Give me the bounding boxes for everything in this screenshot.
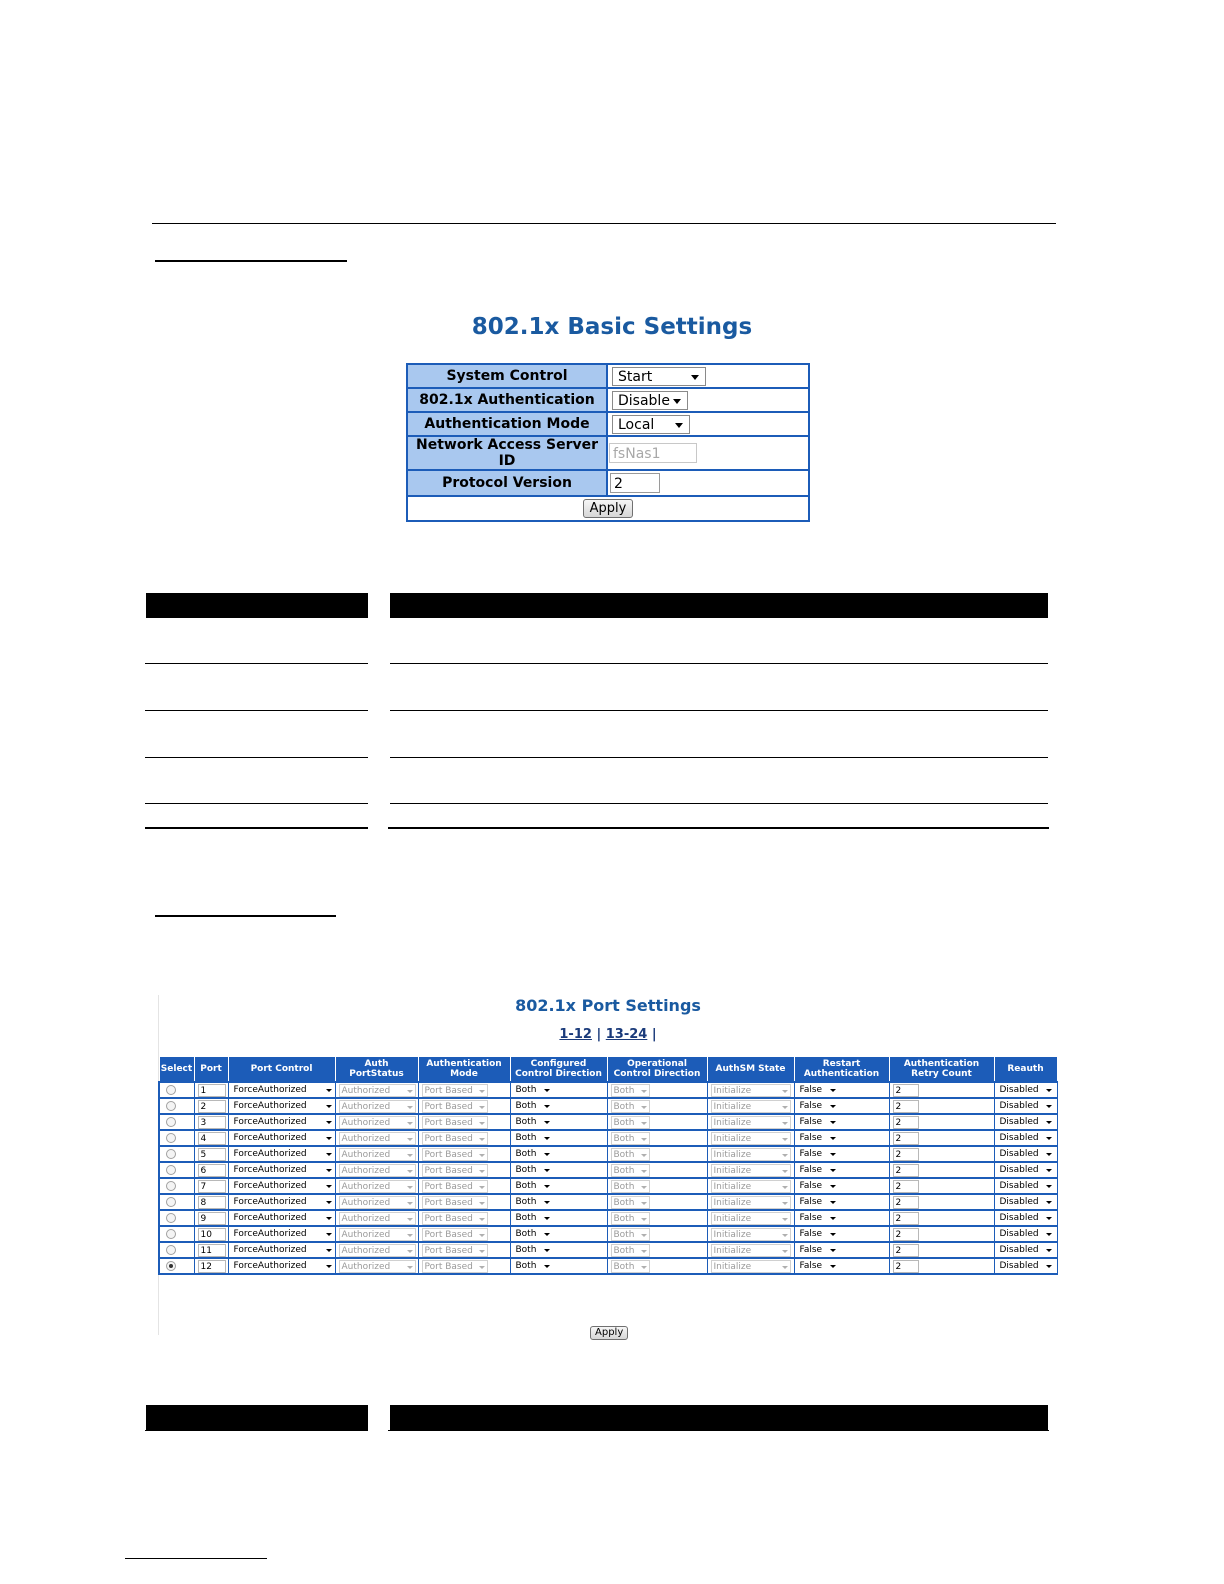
port-control-select[interactable]: ForceAuthorized	[232, 1116, 334, 1129]
footnote-rule	[125, 1558, 267, 1559]
reauth-select[interactable]: Disabled	[998, 1260, 1054, 1273]
auth-mode-select[interactable]: Port Based	[422, 1228, 488, 1241]
authentication-label: 802.1x Authentication	[407, 388, 607, 412]
chevron-down-icon	[544, 1153, 550, 1156]
authsm-state-select[interactable]: Initialize	[711, 1164, 791, 1177]
authentication-select[interactable]: Disable	[612, 391, 688, 410]
auth-status-select[interactable]: Authorized	[339, 1100, 416, 1113]
operational-direction-select[interactable]: Both	[611, 1180, 650, 1193]
port-number-field: 11	[198, 1244, 226, 1257]
chevron-down-icon	[830, 1217, 836, 1220]
chevron-down-icon	[1046, 1137, 1052, 1140]
table-row	[159, 1114, 1057, 1130]
chevron-down-icon	[1046, 1233, 1052, 1236]
chevron-down-icon	[641, 1186, 647, 1189]
col-port: Port	[194, 1057, 228, 1083]
page-link-1-12[interactable]: 1-12	[559, 1027, 592, 1042]
chevron-down-icon	[641, 1154, 647, 1157]
port-number-field: 9	[198, 1212, 226, 1225]
reauth-select[interactable]: Disabled	[998, 1100, 1054, 1113]
chevron-down-icon	[326, 1121, 332, 1124]
chevron-down-icon	[544, 1233, 550, 1236]
authsm-state-select[interactable]: Initialize	[711, 1260, 791, 1273]
param-table2-header-right	[390, 1405, 1048, 1430]
restart-auth-select[interactable]: False	[798, 1148, 838, 1161]
chevron-down-icon	[544, 1121, 550, 1124]
port-control-select[interactable]: ForceAuthorized	[232, 1084, 334, 1097]
col-operational-direction: Operational Control Direction	[607, 1057, 707, 1083]
col-configured-direction: Configured Control Direction	[510, 1057, 607, 1083]
row-select-radio[interactable]	[166, 1197, 176, 1207]
reauth-select[interactable]: Disabled	[998, 1228, 1054, 1241]
chevron-down-icon	[407, 1090, 413, 1093]
port-number-field: 5	[198, 1148, 226, 1161]
chevron-down-icon	[407, 1122, 413, 1125]
chevron-down-icon	[830, 1153, 836, 1156]
chevron-down-icon	[830, 1265, 836, 1268]
port-control-select[interactable]: ForceAuthorized	[232, 1180, 334, 1193]
chevron-down-icon	[1046, 1185, 1052, 1188]
col-authsm-state: AuthSM State	[707, 1057, 794, 1083]
restart-auth-select[interactable]: False	[798, 1100, 838, 1113]
nas-id-label: Network Access Server ID	[407, 436, 607, 470]
reauth-select[interactable]: Disabled	[998, 1244, 1054, 1257]
top-divider	[152, 223, 1056, 224]
row-select-radio[interactable]	[166, 1245, 176, 1255]
table-row	[159, 1210, 1057, 1226]
reauth-select[interactable]: Disabled	[998, 1164, 1054, 1177]
auth-mode-select[interactable]: Port Based	[422, 1148, 488, 1161]
chevron-down-icon	[326, 1265, 332, 1268]
chevron-down-icon	[407, 1202, 413, 1205]
chevron-down-icon	[782, 1186, 788, 1189]
chevron-down-icon	[544, 1201, 550, 1204]
chevron-down-icon	[641, 1170, 647, 1173]
configured-direction-select[interactable]: Both	[514, 1228, 552, 1241]
auth-mode-select[interactable]: Port Based	[422, 1180, 488, 1193]
port-control-select[interactable]: ForceAuthorized	[232, 1212, 334, 1225]
chevron-down-icon	[782, 1154, 788, 1157]
col-select: Select	[159, 1057, 194, 1083]
row-select-radio[interactable]	[166, 1085, 176, 1095]
auth-status-select[interactable]: Authorized	[339, 1116, 416, 1129]
col-restart-auth: Restart Authentication	[794, 1057, 889, 1083]
param-table2-header-left	[146, 1405, 368, 1430]
port-number-field: 2	[198, 1100, 226, 1113]
port-settings-table	[158, 1056, 1058, 1275]
row-select-radio[interactable]	[166, 1229, 176, 1239]
chevron-down-icon	[830, 1201, 836, 1204]
restart-auth-select[interactable]: False	[798, 1228, 838, 1241]
chevron-down-icon	[830, 1089, 836, 1092]
auth-mode-select[interactable]: Port Based	[422, 1164, 488, 1177]
chevron-down-icon	[479, 1218, 485, 1221]
configured-direction-select[interactable]: Both	[514, 1212, 552, 1225]
restart-auth-select[interactable]: False	[798, 1164, 838, 1177]
configured-direction-select[interactable]: Both	[514, 1196, 552, 1209]
authsm-state-select[interactable]: Initialize	[711, 1148, 791, 1161]
port-settings-title: 802.1x Port Settings	[515, 996, 701, 1015]
authsm-state-select[interactable]: Initialize	[711, 1180, 791, 1193]
authsm-state-select[interactable]: Initialize	[711, 1132, 791, 1145]
port-number-field: 10	[198, 1228, 226, 1241]
chevron-down-icon	[782, 1218, 788, 1221]
chevron-down-icon	[1046, 1217, 1052, 1220]
chevron-down-icon	[641, 1202, 647, 1205]
chevron-down-icon	[782, 1234, 788, 1237]
port-number-field: 12	[198, 1260, 226, 1273]
authsm-state-select[interactable]: Initialize	[711, 1196, 791, 1209]
chevron-down-icon	[326, 1105, 332, 1108]
col-auth-port-status: Auth PortStatus	[335, 1057, 418, 1083]
configured-direction-select[interactable]: Both	[514, 1244, 552, 1257]
auth-mode-select[interactable]: Port Based	[422, 1132, 488, 1145]
protocol-version-label: Protocol Version	[407, 470, 607, 496]
chevron-down-icon	[407, 1186, 413, 1189]
retry-count-input[interactable]: 2	[893, 1180, 919, 1193]
chevron-down-icon	[1046, 1153, 1052, 1156]
chevron-down-icon	[782, 1266, 788, 1269]
param-table-header-right	[390, 593, 1048, 618]
port-control-select[interactable]: ForceAuthorized	[232, 1148, 334, 1161]
operational-direction-select[interactable]: Both	[611, 1132, 650, 1145]
port-control-select[interactable]: ForceAuthorized	[232, 1260, 334, 1273]
port-apply-button[interactable]: Apply	[590, 1326, 628, 1340]
operational-direction-select[interactable]: Both	[611, 1164, 650, 1177]
auth-mode-select[interactable]: Port Based	[422, 1212, 488, 1225]
auth-mode-select[interactable]: Port Based	[422, 1100, 488, 1113]
table-row	[159, 1258, 1057, 1274]
auth-mode-select[interactable]: Port Based	[422, 1084, 488, 1097]
chevron-down-icon	[407, 1154, 413, 1157]
operational-direction-select[interactable]: Both	[611, 1196, 650, 1209]
authentication-mode-label: Authentication Mode	[407, 412, 607, 436]
table-row	[159, 1098, 1057, 1114]
chevron-down-icon	[479, 1202, 485, 1205]
configured-direction-select[interactable]: Both	[514, 1148, 552, 1161]
chevron-down-icon	[407, 1234, 413, 1237]
row-select-radio[interactable]	[166, 1181, 176, 1191]
chevron-down-icon	[641, 1218, 647, 1221]
retry-count-input[interactable]: 2	[893, 1132, 919, 1145]
chevron-down-icon	[479, 1170, 485, 1173]
retry-count-input[interactable]: 2	[893, 1148, 919, 1161]
restart-auth-select[interactable]: False	[798, 1244, 838, 1257]
retry-count-input[interactable]: 2	[893, 1212, 919, 1225]
col-reauth: Reauth	[994, 1057, 1057, 1083]
reauth-select[interactable]: Disabled	[998, 1116, 1054, 1129]
authsm-state-select[interactable]: Initialize	[711, 1084, 791, 1097]
chevron-down-icon	[782, 1202, 788, 1205]
configured-direction-select[interactable]: Both	[514, 1084, 552, 1097]
restart-auth-select[interactable]: False	[798, 1132, 838, 1145]
chevron-down-icon	[326, 1137, 332, 1140]
authentication-mode-select[interactable]: Local	[612, 415, 690, 434]
chevron-down-icon	[479, 1106, 485, 1109]
auth-status-select[interactable]: Authorized	[339, 1180, 416, 1193]
retry-count-input[interactable]: 2	[893, 1116, 919, 1129]
table-row	[159, 1242, 1057, 1258]
col-retry-count: Authentication Retry Count	[889, 1057, 994, 1083]
chevron-down-icon	[407, 1106, 413, 1109]
chevron-down-icon	[1046, 1201, 1052, 1204]
basic-apply-button[interactable]: Apply	[583, 499, 634, 518]
authsm-state-select[interactable]: Initialize	[711, 1244, 791, 1257]
chevron-down-icon	[326, 1201, 332, 1204]
retry-count-input[interactable]: 2	[893, 1084, 919, 1097]
operational-direction-select[interactable]: Both	[611, 1260, 650, 1273]
operational-direction-select[interactable]: Both	[611, 1244, 650, 1257]
port-control-select[interactable]: ForceAuthorized	[232, 1196, 334, 1209]
chevron-down-icon	[326, 1185, 332, 1188]
chevron-down-icon	[830, 1121, 836, 1124]
retry-count-input[interactable]: 2	[893, 1228, 919, 1241]
authsm-state-select[interactable]: Initialize	[711, 1228, 791, 1241]
configured-direction-select[interactable]: Both	[514, 1164, 552, 1177]
retry-count-input[interactable]: 2	[893, 1100, 919, 1113]
port-control-select[interactable]: ForceAuthorized	[232, 1132, 334, 1145]
restart-auth-select[interactable]: False	[798, 1180, 838, 1193]
chevron-down-icon	[673, 399, 681, 404]
section-heading-underline-1	[155, 260, 347, 262]
chevron-down-icon	[479, 1090, 485, 1093]
auth-status-select[interactable]: Authorized	[339, 1212, 416, 1225]
chevron-down-icon	[830, 1249, 836, 1252]
operational-direction-select[interactable]: Both	[611, 1212, 650, 1225]
configured-direction-select[interactable]: Both	[514, 1180, 552, 1193]
restart-auth-select[interactable]: False	[798, 1196, 838, 1209]
configured-direction-select[interactable]: Both	[514, 1116, 552, 1129]
chevron-down-icon	[544, 1265, 550, 1268]
chevron-down-icon	[326, 1169, 332, 1172]
chevron-down-icon	[1046, 1089, 1052, 1092]
table-row	[159, 1146, 1057, 1162]
col-port-control: Port Control	[228, 1057, 335, 1083]
port-pagination: 1-12 | 13-24 |	[559, 1027, 657, 1042]
chevron-down-icon	[326, 1153, 332, 1156]
retry-count-input[interactable]: 2	[893, 1260, 919, 1273]
authsm-state-select[interactable]: Initialize	[711, 1100, 791, 1113]
auth-status-select[interactable]: Authorized	[339, 1196, 416, 1209]
chevron-down-icon	[641, 1090, 647, 1093]
chevron-down-icon	[782, 1090, 788, 1093]
chevron-down-icon	[479, 1154, 485, 1157]
auth-status-select[interactable]: Authorized	[339, 1260, 416, 1273]
row-select-radio[interactable]	[166, 1213, 176, 1223]
chevron-down-icon	[326, 1249, 332, 1252]
chevron-down-icon	[479, 1234, 485, 1237]
chevron-down-icon	[830, 1233, 836, 1236]
restart-auth-select[interactable]: False	[798, 1116, 838, 1129]
chevron-down-icon	[326, 1217, 332, 1220]
section-heading-underline-2	[155, 915, 336, 917]
reauth-select[interactable]: Disabled	[998, 1148, 1054, 1161]
protocol-version-input[interactable]: 2	[610, 473, 660, 493]
operational-direction-select[interactable]: Both	[611, 1116, 650, 1129]
chevron-down-icon	[544, 1249, 550, 1252]
operational-direction-select[interactable]: Both	[611, 1100, 650, 1113]
auth-status-select[interactable]: Authorized	[339, 1132, 416, 1145]
port-number-field: 7	[198, 1180, 226, 1193]
chevron-down-icon	[1046, 1265, 1052, 1268]
table-row	[159, 1226, 1057, 1242]
chevron-down-icon	[407, 1250, 413, 1253]
system-control-label: System Control	[407, 364, 607, 388]
row-select-radio[interactable]	[166, 1261, 176, 1271]
port-number-field: 8	[198, 1196, 226, 1209]
basic-settings-table	[406, 363, 810, 522]
chevron-down-icon	[782, 1170, 788, 1173]
port-number-field: 6	[198, 1164, 226, 1177]
chevron-down-icon	[479, 1186, 485, 1189]
reauth-select[interactable]: Disabled	[998, 1212, 1054, 1225]
port-control-select[interactable]: ForceAuthorized	[232, 1228, 334, 1241]
table-row	[159, 1130, 1057, 1146]
port-number-field: 3	[198, 1116, 226, 1129]
port-control-select[interactable]: ForceAuthorized	[232, 1244, 334, 1257]
chevron-down-icon	[641, 1234, 647, 1237]
chevron-down-icon	[641, 1266, 647, 1269]
table-row	[159, 1162, 1057, 1178]
param-table-header-left	[146, 593, 368, 618]
row-select-radio[interactable]	[166, 1165, 176, 1175]
chevron-down-icon	[830, 1185, 836, 1188]
reauth-select[interactable]: Disabled	[998, 1132, 1054, 1145]
chevron-down-icon	[479, 1138, 485, 1141]
chevron-down-icon	[830, 1169, 836, 1172]
port-control-select[interactable]: ForceAuthorized	[232, 1100, 334, 1113]
basic-settings-title: 802.1x Basic Settings	[471, 314, 753, 340]
port-rows	[159, 1082, 1057, 1274]
chevron-down-icon	[830, 1105, 836, 1108]
table-row	[159, 1194, 1057, 1210]
chevron-down-icon	[641, 1106, 647, 1109]
configured-direction-select[interactable]: Both	[514, 1260, 552, 1273]
auth-mode-select[interactable]: Port Based	[422, 1116, 488, 1129]
restart-auth-select[interactable]: False	[798, 1260, 838, 1273]
chevron-down-icon	[407, 1138, 413, 1141]
port-control-select[interactable]: ForceAuthorized	[232, 1164, 334, 1177]
reauth-select[interactable]: Disabled	[998, 1180, 1054, 1193]
retry-count-input[interactable]: 2	[893, 1196, 919, 1209]
chevron-down-icon	[326, 1233, 332, 1236]
table-row	[159, 1178, 1057, 1194]
chevron-down-icon	[782, 1138, 788, 1141]
chevron-down-icon	[544, 1185, 550, 1188]
row-select-radio[interactable]	[166, 1133, 176, 1143]
chevron-down-icon	[1046, 1169, 1052, 1172]
table-row	[159, 1082, 1057, 1098]
chevron-down-icon	[407, 1218, 413, 1221]
retry-count-input[interactable]: 2	[893, 1164, 919, 1177]
auth-mode-select[interactable]: Port Based	[422, 1260, 488, 1273]
auth-mode-select[interactable]: Port Based	[422, 1196, 488, 1209]
chevron-down-icon	[782, 1250, 788, 1253]
port-number-field: 4	[198, 1132, 226, 1145]
operational-direction-select[interactable]: Both	[611, 1228, 650, 1241]
chevron-down-icon	[782, 1122, 788, 1125]
chevron-down-icon	[544, 1137, 550, 1140]
reauth-select[interactable]: Disabled	[998, 1084, 1054, 1097]
chevron-down-icon	[782, 1106, 788, 1109]
chevron-down-icon	[641, 1138, 647, 1141]
auth-mode-select[interactable]: Port Based	[422, 1244, 488, 1257]
row-select-radio[interactable]	[166, 1117, 176, 1127]
chevron-down-icon	[544, 1217, 550, 1220]
auth-status-select[interactable]: Authorized	[339, 1228, 416, 1241]
row-select-radio[interactable]	[166, 1149, 176, 1159]
chevron-down-icon	[479, 1266, 485, 1269]
chevron-down-icon	[1046, 1105, 1052, 1108]
chevron-down-icon	[1046, 1121, 1052, 1124]
reauth-select[interactable]: Disabled	[998, 1196, 1054, 1209]
nas-id-input[interactable]: fsNas1	[609, 443, 697, 463]
chevron-down-icon	[544, 1089, 550, 1092]
auth-status-select[interactable]: Authorized	[339, 1084, 416, 1097]
page-link-13-24[interactable]: 13-24	[605, 1027, 648, 1042]
chevron-down-icon	[1046, 1249, 1052, 1252]
configured-direction-select[interactable]: Both	[514, 1132, 552, 1145]
operational-direction-select[interactable]: Both	[611, 1148, 650, 1161]
chevron-down-icon	[691, 375, 699, 380]
authsm-state-select[interactable]: Initialize	[711, 1212, 791, 1225]
configured-direction-select[interactable]: Both	[514, 1100, 552, 1113]
operational-direction-select[interactable]: Both	[611, 1084, 650, 1097]
col-auth-mode: Authentication Mode	[418, 1057, 510, 1083]
restart-auth-select[interactable]: False	[798, 1212, 838, 1225]
chevron-down-icon	[544, 1169, 550, 1172]
chevron-down-icon	[326, 1089, 332, 1092]
restart-auth-select[interactable]: False	[798, 1084, 838, 1097]
auth-status-select[interactable]: Authorized	[339, 1244, 416, 1257]
chevron-down-icon	[675, 423, 683, 428]
retry-count-input[interactable]: 2	[893, 1244, 919, 1257]
authsm-state-select[interactable]: Initialize	[711, 1116, 791, 1129]
chevron-down-icon	[641, 1122, 647, 1125]
chevron-down-icon	[479, 1250, 485, 1253]
chevron-down-icon	[407, 1170, 413, 1173]
chevron-down-icon	[641, 1250, 647, 1253]
port-number-field: 1	[198, 1084, 226, 1097]
auth-status-select[interactable]: Authorized	[339, 1148, 416, 1161]
auth-status-select[interactable]: Authorized	[339, 1164, 416, 1177]
chevron-down-icon	[407, 1266, 413, 1269]
chevron-down-icon	[830, 1137, 836, 1140]
chevron-down-icon	[544, 1105, 550, 1108]
row-select-radio[interactable]	[166, 1101, 176, 1111]
system-control-select[interactable]: Start	[612, 367, 706, 386]
chevron-down-icon	[479, 1122, 485, 1125]
